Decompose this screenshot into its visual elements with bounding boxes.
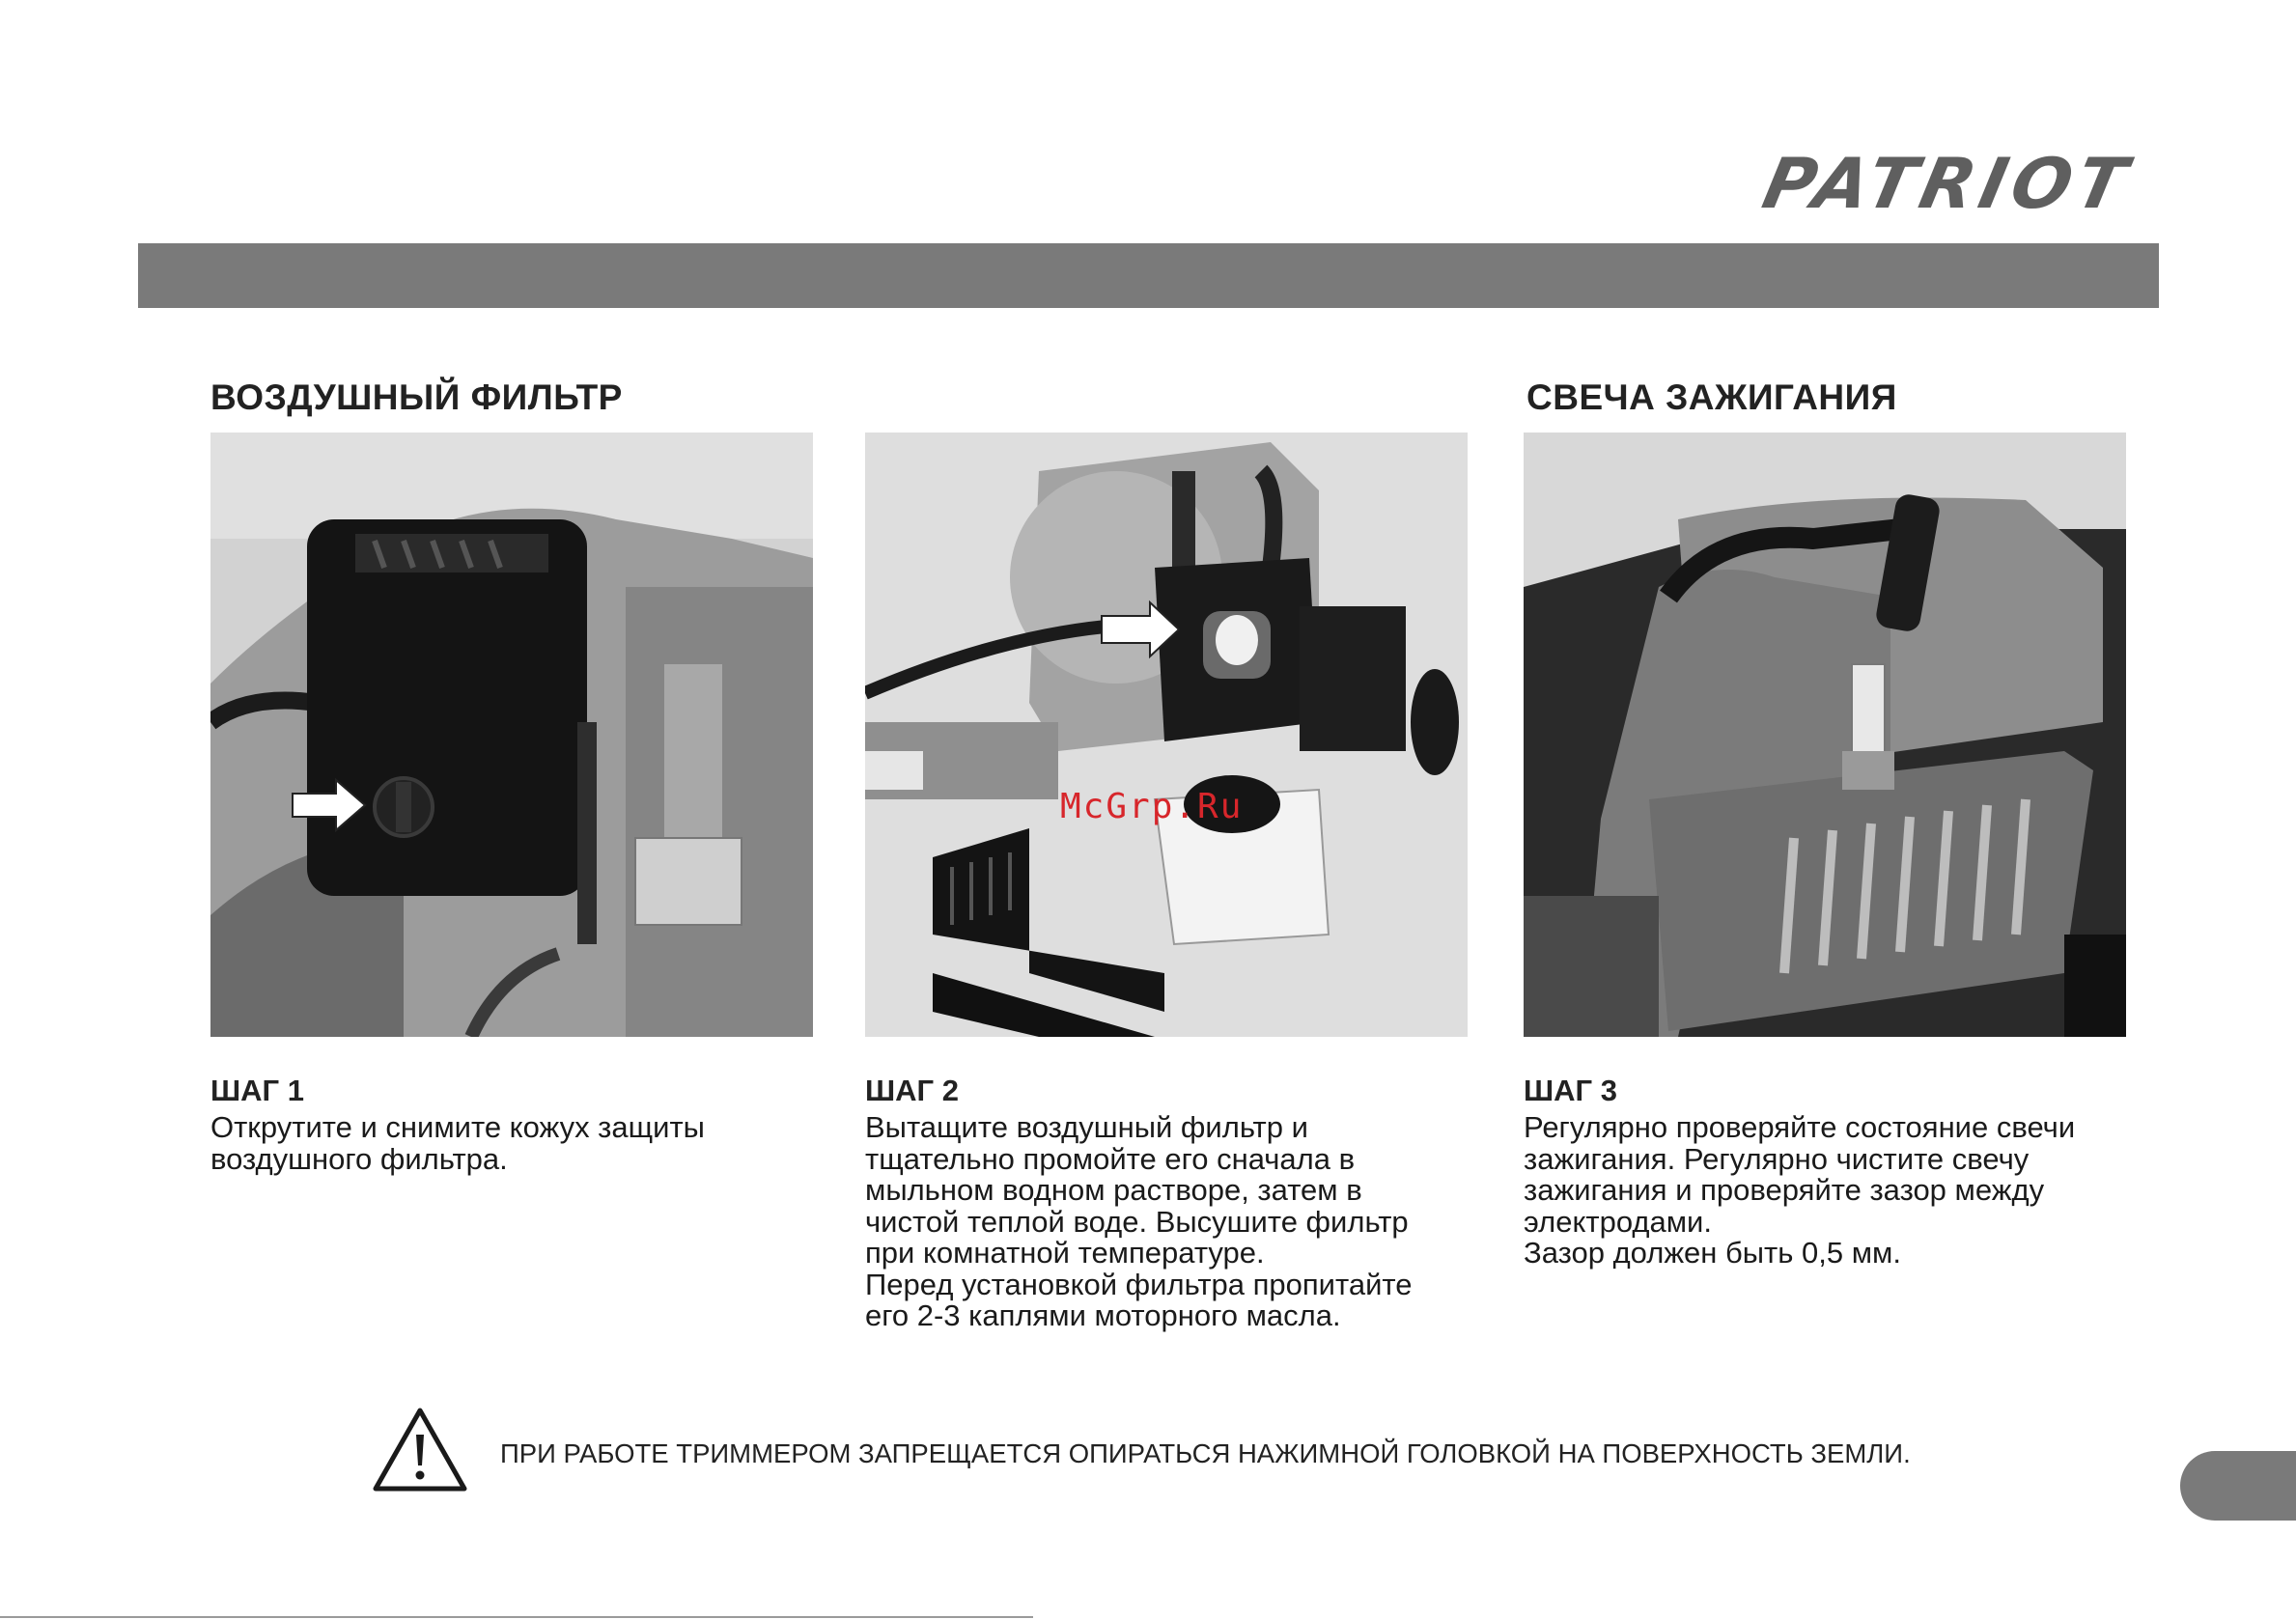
- engine-filter-removed-illustration: [865, 433, 1468, 1037]
- step-3-title: ШАГ 3: [1524, 1074, 1617, 1107]
- patriot-logo: PATRIOT: [1756, 143, 2140, 224]
- photo-step-1: [210, 433, 813, 1037]
- step-2-text: Вытащите воздушный фильтр и тщательно промойте его сначала в мыльном водном растворе, затем в чистой теплой воде. Высушите фильтр при комнатной температуре. Перед установкой фильтра пропитайте его 2-3 каплями моторного масла.: [865, 1110, 1413, 1332]
- air-filter-title: ВОЗДУШНЫЙ ФИЛЬТР: [210, 377, 623, 417]
- photo-step-3: [1524, 433, 2126, 1037]
- photo-step-2: [865, 433, 1468, 1037]
- warning-text: ПРИ РАБОТЕ ТРИММЕРОМ ЗАПРЕЩАЕТСЯ ОПИРАТЬСЯ НАЖИМНОЙ ГОЛОВКОЙ НА ПОВЕРХНОСТЬ ЗЕМЛИ.: [500, 1438, 1911, 1468]
- header-bar: [138, 243, 2159, 308]
- engine-air-filter-cover-illustration: [210, 433, 813, 1037]
- bottom-divider: [0, 1616, 1033, 1618]
- engine-spark-plug-illustration: [1524, 433, 2126, 1037]
- warning-icon: [372, 1406, 468, 1493]
- page-number-tab: [2180, 1451, 2296, 1521]
- step-1-title: ШАГ 1: [210, 1074, 304, 1107]
- step-1-text: Открутите и снимите кожух защиты воздушного фильтра.: [210, 1110, 705, 1176]
- step-3-text: Регулярно проверяйте состояние свечи зажигания. Регулярно чистите свечу зажигания и проверяйте зазор между электродами. Зазор должен быть 0,5 мм.: [1524, 1110, 2076, 1270]
- spark-plug-title: СВЕЧА ЗАЖИГАНИЯ: [1526, 377, 1897, 417]
- step-2-title: ШАГ 2: [865, 1074, 959, 1107]
- watermark: McGrp.Ru: [1060, 787, 1244, 826]
